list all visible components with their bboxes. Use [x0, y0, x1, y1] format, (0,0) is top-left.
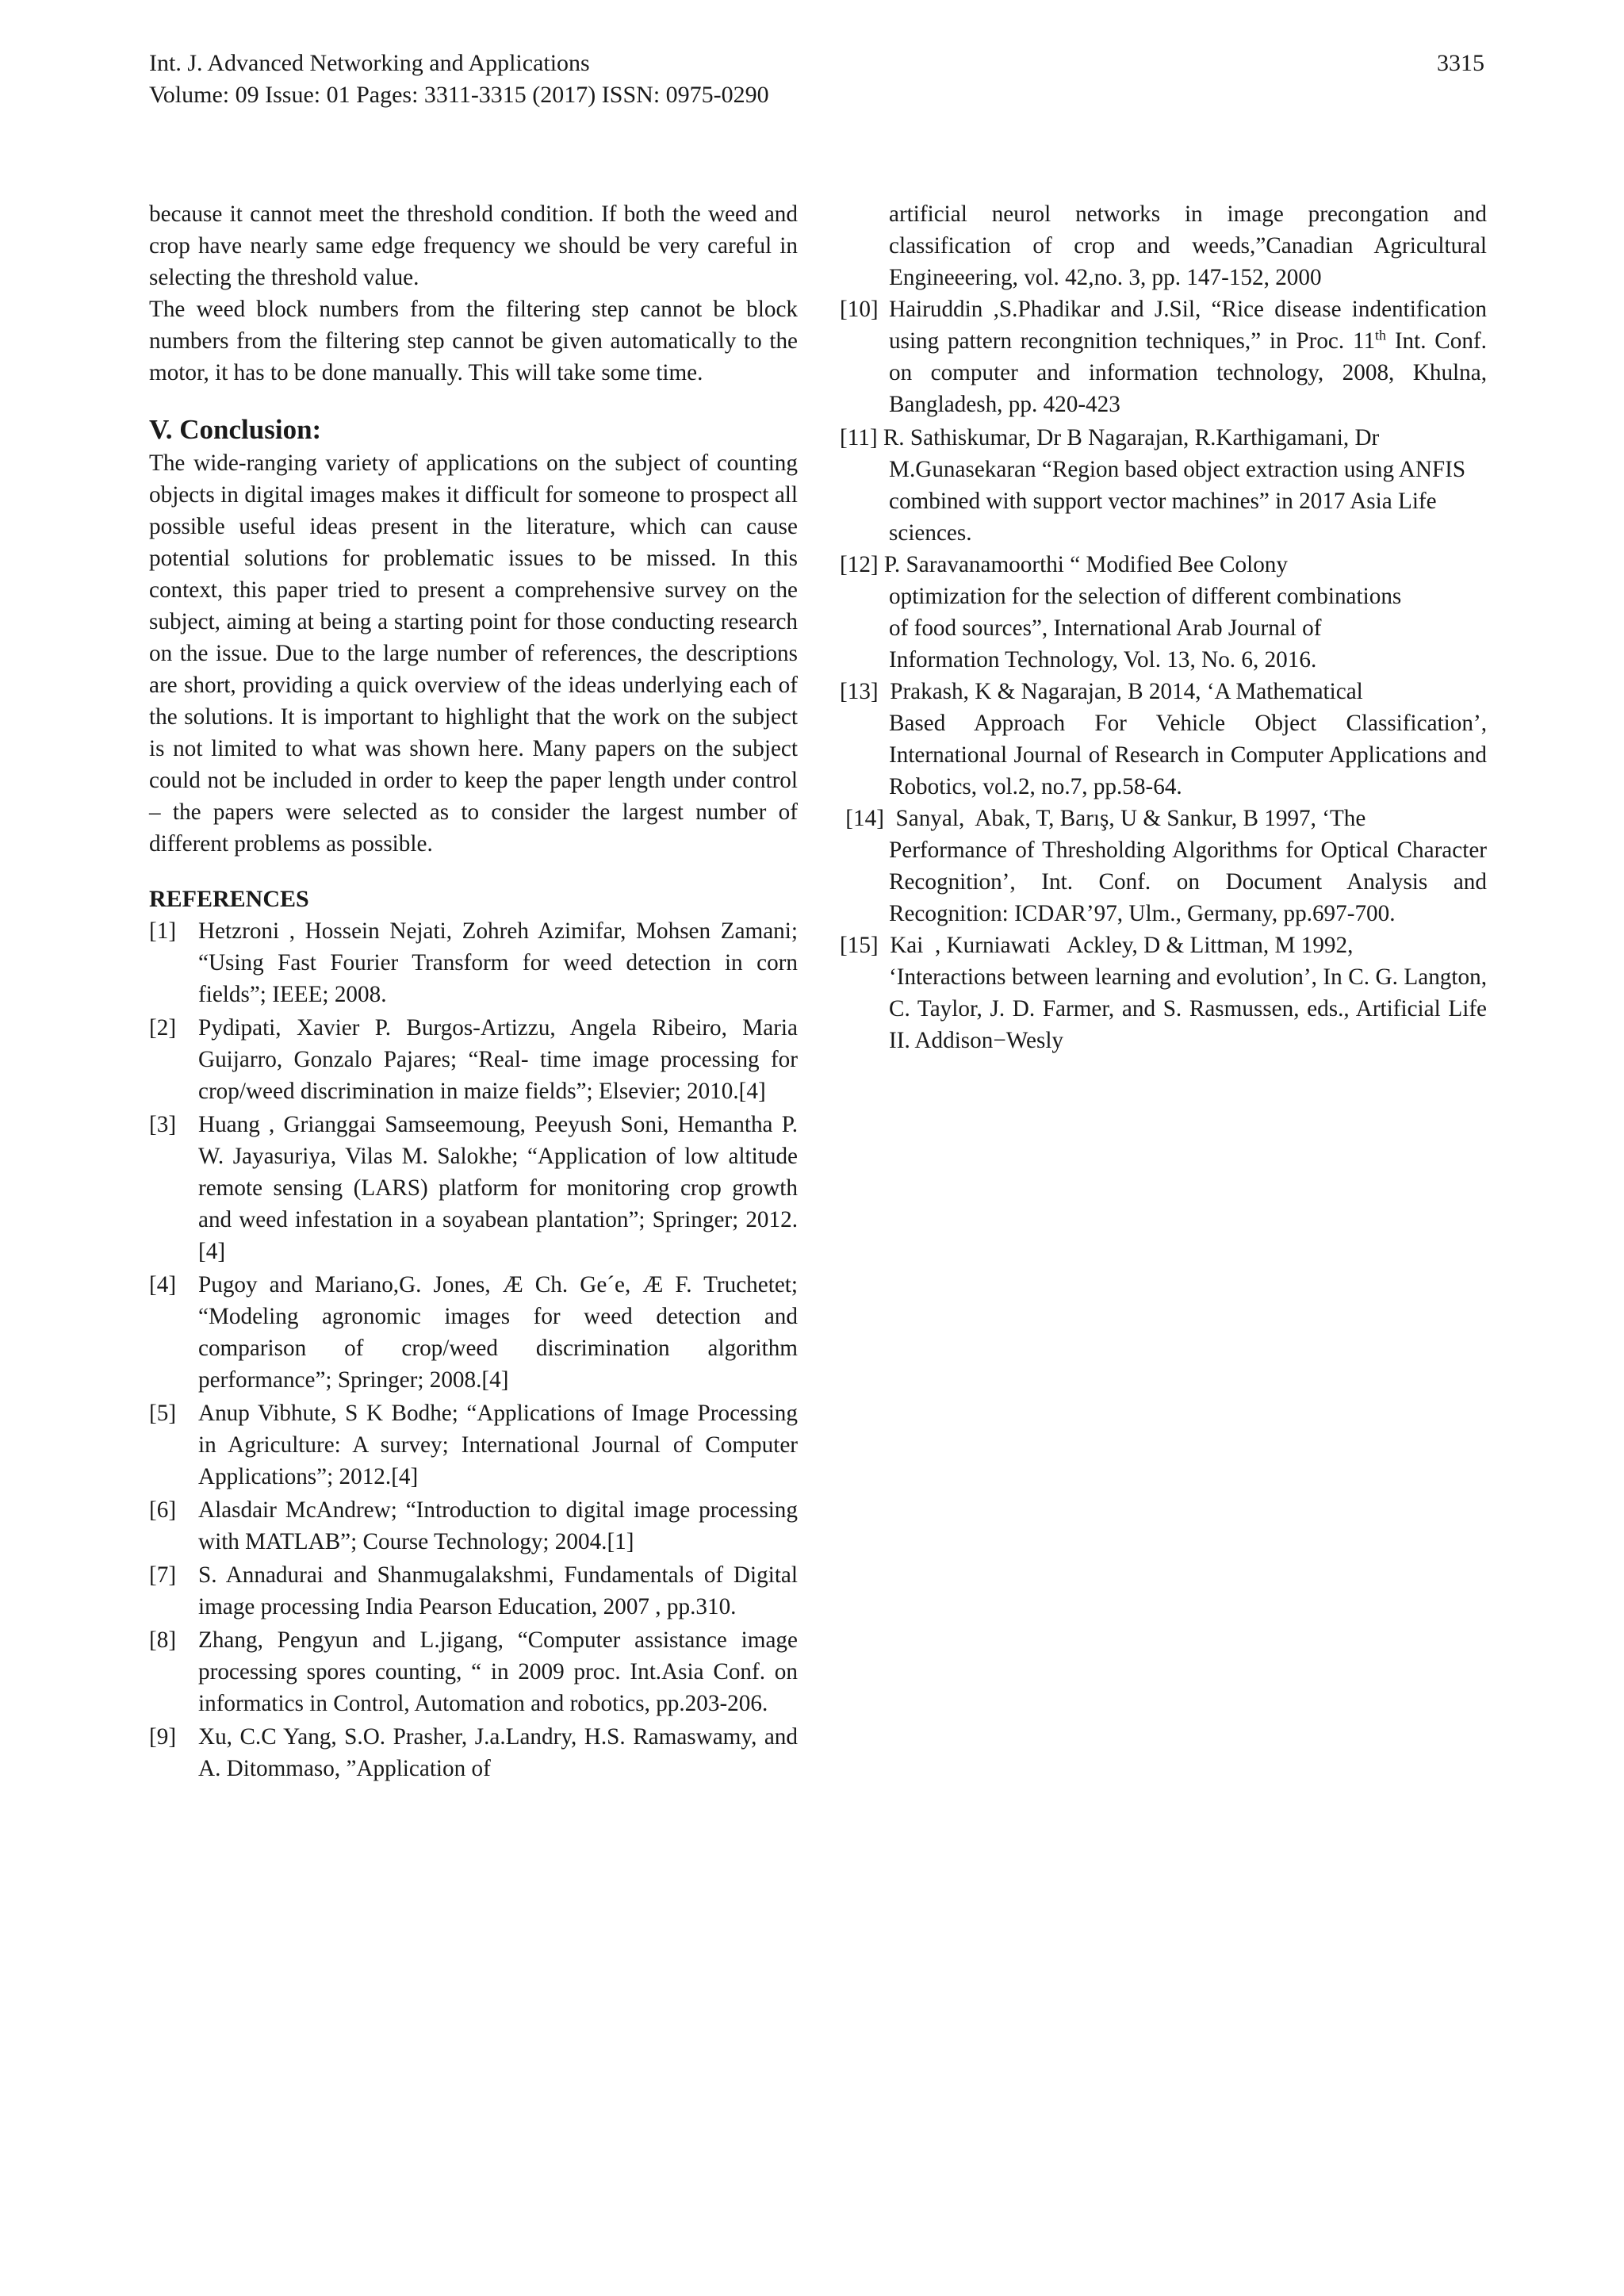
reference-item — [149, 915, 798, 1010]
reference-first-line: [14] Sanyal, Abak, T, Barış, U & Sankur, B 1997, ‘The — [840, 806, 1366, 831]
reference-number: [5] — [149, 1401, 177, 1426]
reference-first-line: [12] P. Saravanamoorthi “ Modified Bee Colony — [840, 552, 1288, 577]
reference-item — [149, 1559, 798, 1623]
reference-text: Pugoy and Mariano,G. Jones, Æ Ch. Ge´e, Æ F. Truchetet; “Modeling agronomic images for weed detection and comparison of crop/weed discrimination algorithm performance”; Springer; 2008.[4] — [198, 1272, 798, 1393]
reference-item-13 — [840, 676, 1487, 803]
volume-info: Volume: 09 Issue: 01 Pages: 3311-3315 (2017) ISSN: 0975-0290 — [149, 82, 769, 108]
reference-number: [7] — [149, 1562, 177, 1588]
reference-text: Alasdair McAndrew; “Introduction to digital image processing with MATLAB”; Course Technology; 2004.[1] — [198, 1497, 798, 1554]
reference-continuation: optimization for the selection of different combinations of food sources”, International Arab Journal of Information Technology, Vol. 13, No. 6, 2016. — [889, 584, 1402, 673]
reference-item-12 — [840, 549, 1487, 676]
reference-item — [149, 1269, 798, 1396]
reference-item-10 — [840, 293, 1487, 420]
reference-text: Anup Vibhute, S K Bodhe; “Applications of Image Processing in Agriculture: A survey; International Journal of Computer Applications”; 2012.[4] — [198, 1401, 798, 1489]
reference-text: Huang , Grianggai Samseemoung, Peeyush Soni, Hemantha P. W. Jayasuriya, Vilas M. Salokhe; “Application of low altitude remote sensing (LARS) platform for monitoring crop growth and weed infestation in a soyabean plantation”; Springer; 2012.[4] — [198, 1112, 798, 1264]
reference-item — [149, 1397, 798, 1493]
running-header — [149, 48, 769, 111]
reference-list-left — [149, 915, 798, 1784]
reference-item — [149, 1109, 798, 1267]
reference-text — [889, 293, 1487, 420]
reference-number: [6] — [149, 1497, 177, 1523]
intro-paragraph-2: The weed block numbers from the filtering step cannot be block numbers from the filtering step cannot be given automatically to the motor, it has to be done manually. This will take some time. — [149, 297, 798, 385]
reference-continuation: Based Approach For Vehicle Object Classification’, International Journal of Research in Computer Applications and Robotics, vol.2, no.7, pp.58-64. — [889, 711, 1487, 799]
reference-continuation: M.Gunasekaran “Region based object extraction using ANFIS combined with support vector machines” in 2017 Asia Life sciences. — [889, 457, 1466, 546]
references-heading: REFERENCES — [149, 886, 309, 912]
reference-continuation: Performance of Thresholding Algorithms for Optical Character Recognition’, Int. Conf. on Document Analysis and Recognition: ICDAR’97, Ulm., Germany, pp.697-700. — [889, 838, 1487, 926]
page-number: 3315 — [1437, 50, 1484, 76]
reference-item — [149, 1721, 798, 1784]
reference-text: Hetzroni , Hossein Nejati, Zohreh Azimifar, Mohsen Zamani; “Using Fast Fourier Transform for weed detection in corn fields”; IEEE; 2008. — [198, 918, 798, 1007]
conclusion-text: The wide-ranging variety of applications on the subject of counting objects in digital images makes it difficult for someone to prospect all possible useful ideas present in the literature, which can cause potential solutions for problematic issues to be missed. In this context, this paper tried to present a comprehensive survey on the subject, aiming at being a starting point for those conducting research on the issue. Due to the large number of references, the descriptions are short, providing a quick overview of the ideas underlying each of the solutions. It is important to highlight that the work on the subject is not limited to what was shown here. Many papers on the subject could not be included in order to keep the paper length under control – the papers were selected as to consider the largest number of different problems as possible. — [149, 450, 798, 857]
reference-continuation: ‘Interactions between learning and evolution’, In C. G. Langton, C. Taylor, J. D. Farmer, and S. Rasmussen, eds., Artificial Life II. Addison−Wesly — [889, 964, 1487, 1053]
reference-number: [4] — [149, 1272, 177, 1297]
reference-number: [2] — [149, 1015, 177, 1041]
reference-first-line: [13] Prakash, K & Nagarajan, B 2014, ‘A Mathematical — [840, 679, 1363, 704]
intro-paragraph-1: because it cannot meet the threshold condition. If both the weed and crop have nearly same edge frequency we should be very careful in selecting the threshold value. — [149, 201, 798, 290]
right-column — [840, 198, 1487, 1056]
reference-number: [3] — [149, 1112, 177, 1137]
reference-number: [8] — [149, 1627, 177, 1653]
reference-item — [149, 1012, 798, 1107]
reference-9-continued: artificial neurol networks in image precongation and classification of crop and weeds,”Canadian Agricultural Engineeering, vol. 42,no. 3, pp. 147-152, 2000 — [889, 201, 1487, 290]
reference-item — [149, 1494, 798, 1558]
reference-text: Xu, C.C Yang, S.O. Prasher, J.a.Landry, H.S. Ramaswamy, and A. Ditommaso, ”Application of — [198, 1724, 798, 1781]
conclusion-heading: V. Conclusion: — [149, 414, 322, 445]
reference-text-part: Int. Conf. on computer and information technology, 2008, Khulna, Bangladesh, pp. 420-423 — [889, 328, 1487, 417]
reference-number: [1] — [149, 918, 177, 944]
left-column — [149, 198, 798, 1786]
journal-title: Int. J. Advanced Networking and Applications — [149, 50, 590, 76]
reference-number: [10] — [840, 297, 879, 322]
superscript: th — [1375, 327, 1387, 343]
reference-text: Zhang, Pengyun and L.jigang, “Computer assistance image processing spores counting, “ in 2009 proc. Int.Asia Conf. on informatics in Control, Automation and robotics, pp.203-206. — [198, 1627, 798, 1716]
reference-text: S. Annadurai and Shanmugalakshmi, Fundamentals of Digital image processing India Pearson Education, 2007 , pp.310. — [198, 1562, 798, 1619]
reference-item — [149, 1624, 798, 1719]
reference-first-line: [15] Kai , Kurniawati Ackley, D & Littman, M 1992, — [840, 933, 1354, 958]
reference-first-line: [11] R. Sathiskumar, Dr B Nagarajan, R.Karthigamani, Dr — [840, 425, 1380, 450]
reference-number: [9] — [149, 1724, 177, 1750]
reference-item-15 — [840, 930, 1487, 1056]
reference-item-14 — [840, 803, 1487, 930]
reference-item-11 — [840, 422, 1487, 549]
reference-text-part: Hairuddin ,S.Phadikar and J.Sil, “Rice disease indentification using pattern recongnition techniques,” in Proc. 11 — [889, 297, 1487, 354]
reference-text: Pydipati, Xavier P. Burgos-Artizzu, Angela Ribeiro, Maria Guijarro, Gonzalo Pajares; “Real- time image processing for crop/weed discrimination in maize fields”; Elsevier; 2010.[4] — [198, 1015, 798, 1104]
